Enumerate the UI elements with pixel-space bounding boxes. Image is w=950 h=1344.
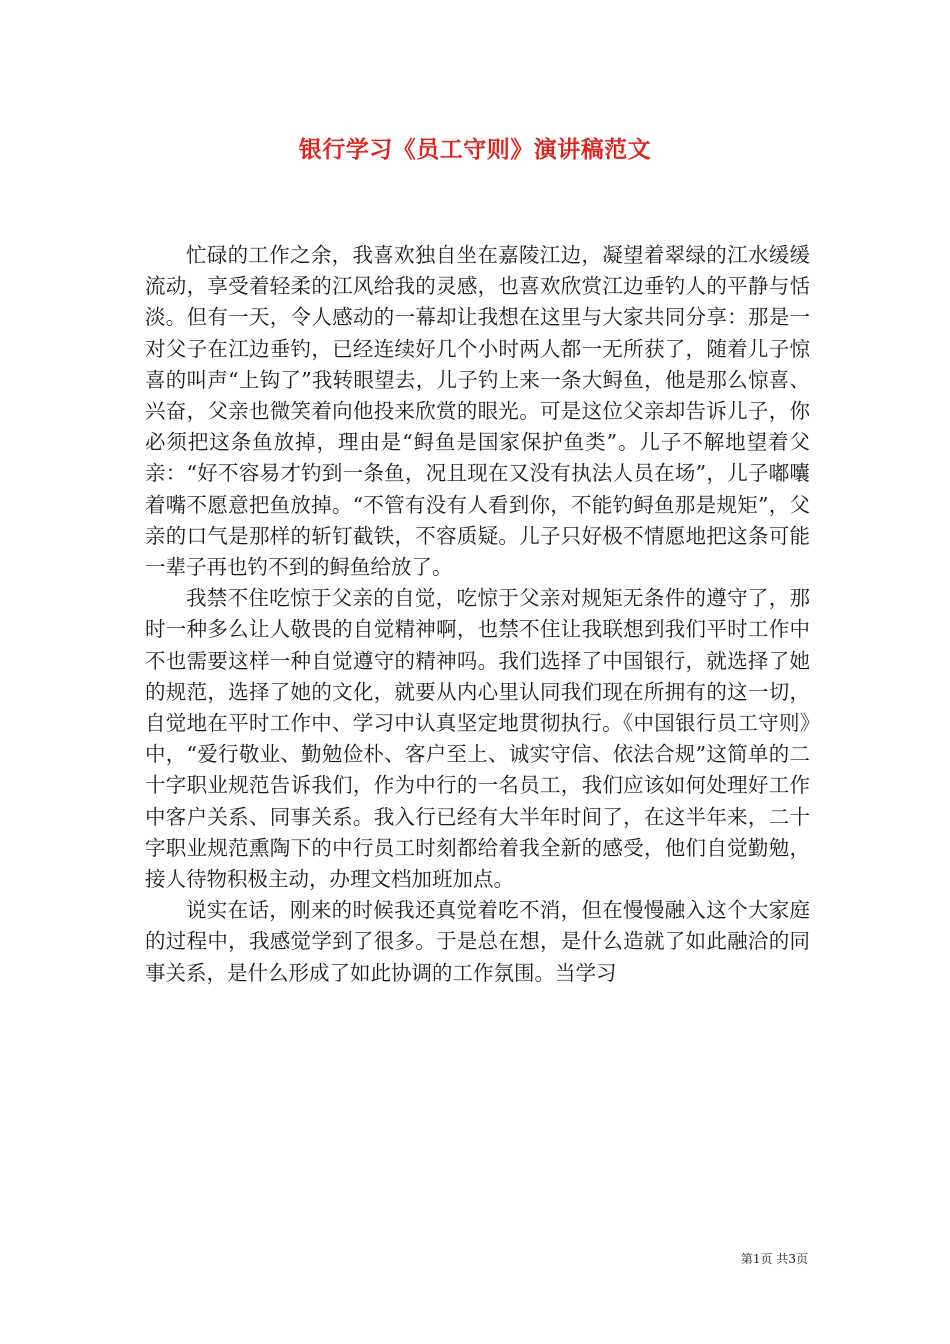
document-body [145, 240, 810, 989]
paragraph-3: 说实在话，刚来的时候我还真觉着吃不消，但在慢慢融入这个大家庭的过程中，我感觉学到了很多。于是总在想，是什么造就了如此融洽的同事关系，是什么形成了如此协调的工作氛围。当学习 [145, 898, 810, 985]
page-label: 第 [740, 1252, 753, 1266]
page-total: 3 [788, 1252, 796, 1266]
document-title: 银行学习《员工守则》演讲稿范文 [298, 136, 652, 163]
paragraph-2: 我禁不住吃惊于父亲的自觉，吃惊于父亲对规矩无条件的遵守了，那时一种多么让人敬畏的自觉精神啊，也禁不住让我联想到我们平时工作中不也需要这样一种自觉遵守的精神吗。我们选择了中国银行，就选择了她的规范，选择了她的文化，就要从内心里认同我们现在所拥有的这一切，自觉地在平时工作中、学习中认真坚定地贯彻执行。《中国银行员工守则》中，“爱行敬业、勤勉俭朴、客户至上、诚实守信、依法合规”这简单的二十字职业规范告诉我们，作为中行的一名员工，我们应该如何处理好工作中客户关系、同事关系。我入行已经有大半年时间了，在这半年来，二十字职业规范熏陶下的中行员工时刻都给着我全新的感受，他们自觉勤勉，接人待物积极主动，办理文档加班加点。 [145, 586, 810, 892]
page-current: 1 [752, 1252, 761, 1266]
page-number-footer [741, 1250, 808, 1267]
page-mid: 页 共 [760, 1252, 789, 1266]
paragraph-1: 忙碌的工作之余，我喜欢独自坐在嘉陵江边，凝望着翠绿的江水缓缓流动，享受着轻柔的江风给我的灵感，也喜欢欣赏江边垂钓人的平静与恬淡。但有一天，令人感动的一幕却让我想在这里与大家共同分享：那是一对父子在江边垂钓，已经连续好几个小时两人都一无所获了，随着儿子惊喜的叫声“上钩了”我转眼望去，儿子钓上来一条大鲟鱼，他是那么惊喜、兴奋，父亲也微笑着向他投来欣赏的眼光。可是这位父亲却告诉儿子，你必须把这条鱼放掉，理由是“鲟鱼是国家保护鱼类”。儿子不解地望着父亲：“好不容易才钓到一条鱼，况且现在又没有执法人员在场”，儿子嘟囔着嘴不愿意把鱼放掉。“不管有没有人看到你，不能钓鲟鱼那是规矩”，父亲的口气是那样的斩钉截铁，不容质疑。儿子只好极不情愿地把这条可能一辈子再也钓不到的鲟鱼给放了。 [145, 243, 810, 580]
page-end: 页 [795, 1252, 808, 1266]
